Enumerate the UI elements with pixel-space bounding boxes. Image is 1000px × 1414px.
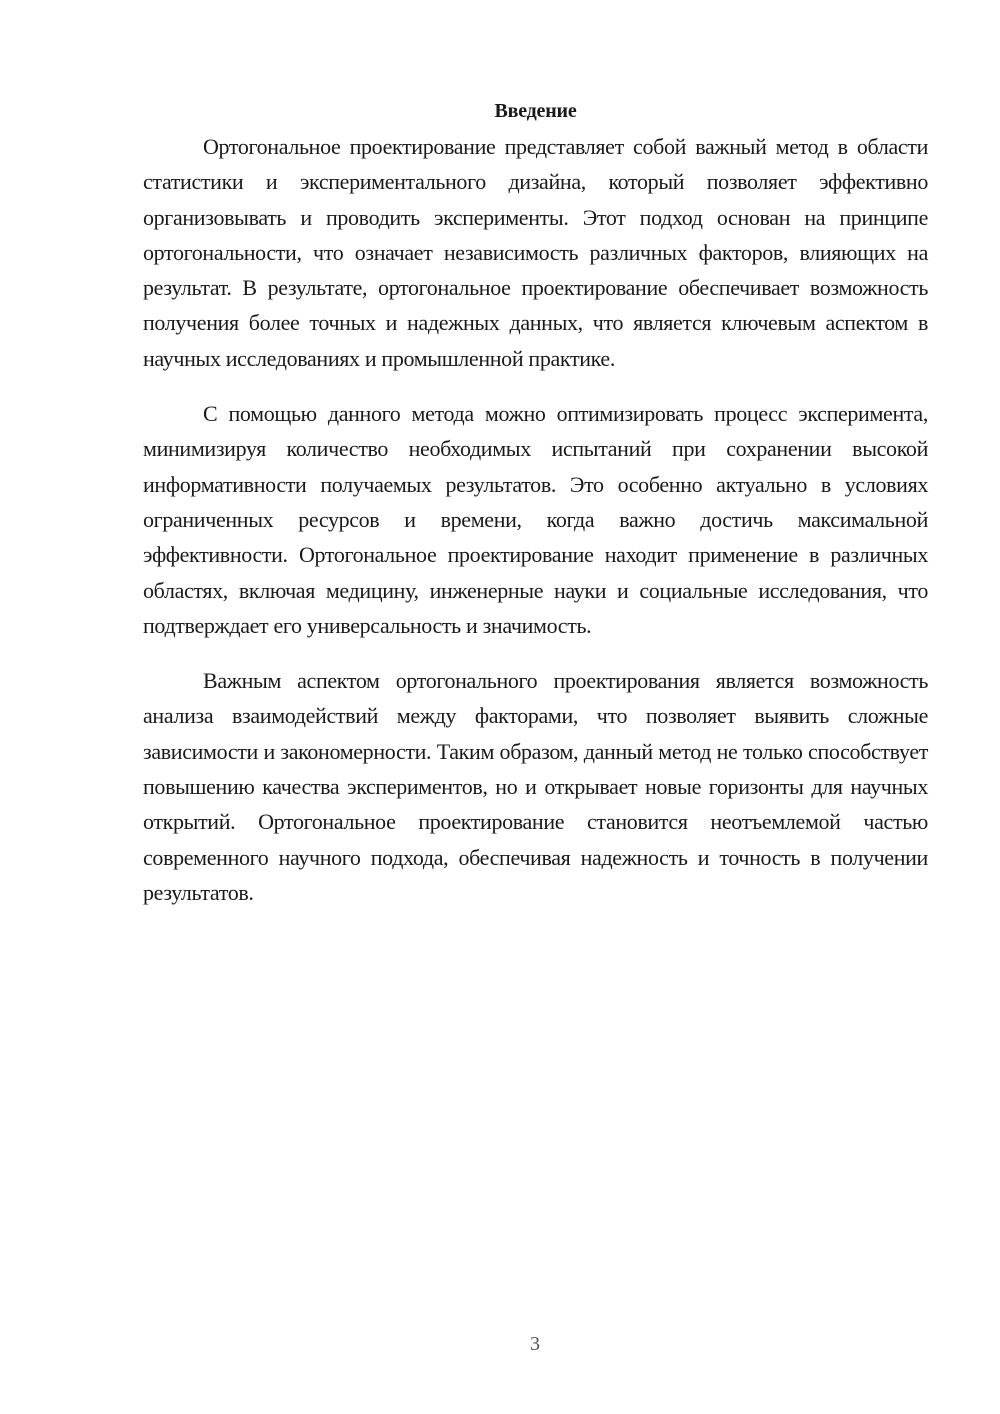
page-number: 3 [530,1333,540,1355]
paragraph-3: Важным аспектом ортогонального проектирования является возможность анализа взаимодействий между факторами, что позволяет выявить сложные зависимости и закономерности. Таким образом, данный метод не только способствует повышению качества экспериментов, но и открывает новые горизонты для научных открытий. Ортогональное проектирование становится неотъемлемой частью современного научного подхода, обеспечивая надежность и точность в получении результатов. [143,668,928,905]
paragraph-2: С помощью данного метода можно оптимизировать процесс эксперимента, минимизируя количество необходимых испытаний при сохранении высокой информативности получаемых результатов. Это особенно актуально в условиях ограниченных ресурсов и времени, когда важно достичь максимальной эффективности. Ортогональное проектирование находит применение в различных областях, включая медицину, инженерные науки и социальные исследования, что подтверждает его универсальность и значимость. [143,401,928,638]
paragraph-1: Ортогональное проектирование представляет собой важный метод в области статистики и экспериментального дизайна, который позволяет эффективно организовывать и проводить эксперименты. Этот подход основан на принципе ортогональности, что означает независимость различных факторов, влияющих на результат. В результате, ортогональное проектирование обеспечивает возможность получения более точных и надежных данных, что является ключевым аспектом в научных исследованиях и промышленной практике. [143,134,928,371]
page-content [143,94,928,910]
section-title: Введение [494,100,577,122]
